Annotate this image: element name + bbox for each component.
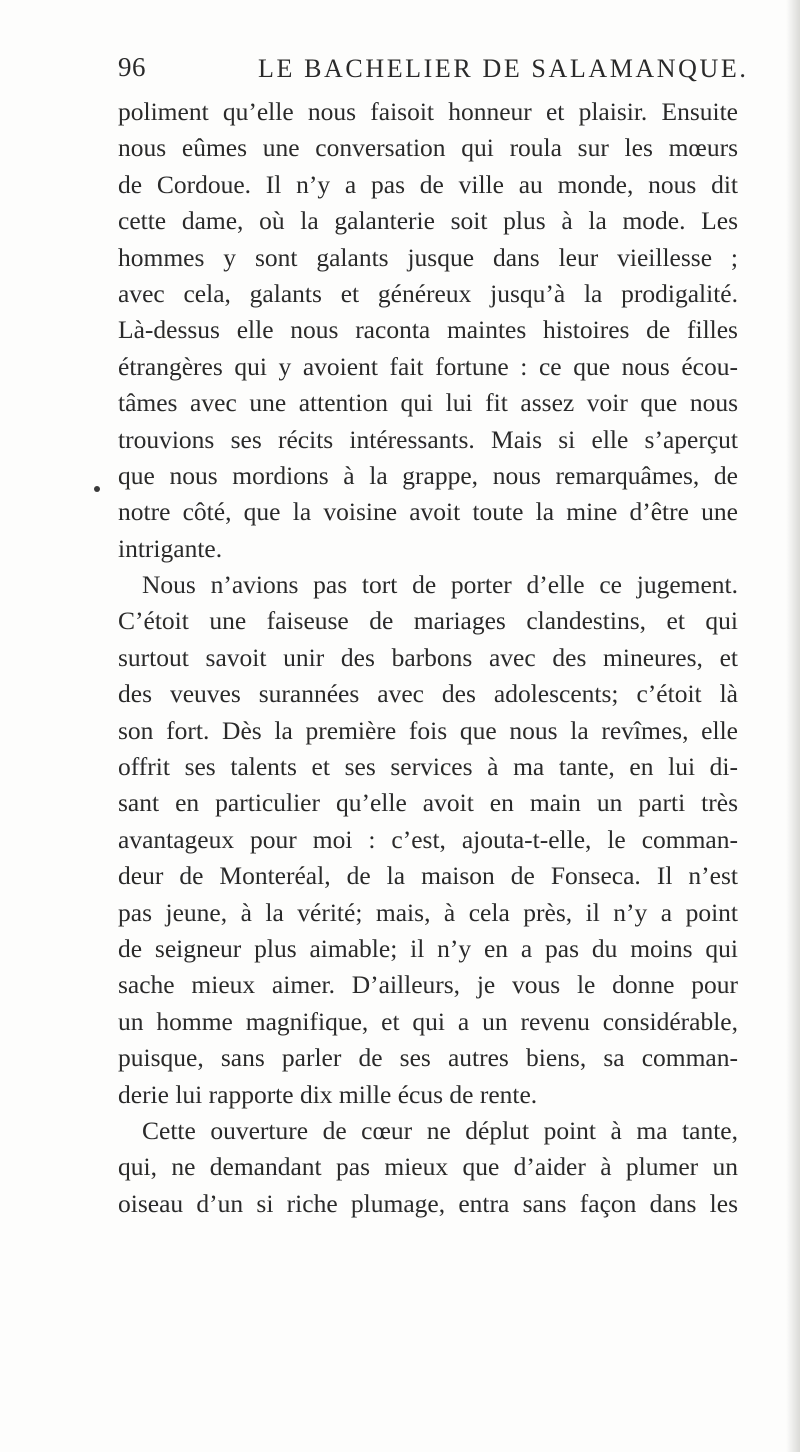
text-line: deur de Monteréal, de la maison de Fonseca. Il n’est bbox=[118, 861, 738, 891]
paragraph-end-line: derie lui rapporte dix mille écus de rente. bbox=[118, 1079, 538, 1109]
text-line: tâmes avec une attention qui lui fit assez voir que nous bbox=[118, 388, 738, 418]
text-line: puisque, sans parler de ses autres biens, sa comman- bbox=[118, 1043, 738, 1073]
text-line: de Cordoue. Il n’y a pas de ville au monde, nous dit bbox=[118, 169, 738, 199]
text-line: qui, ne demandant pas mieux que d’aider à plumer un bbox=[118, 1152, 738, 1182]
text-line: hommes y sont galants jusque dans leur vieillesse ; bbox=[118, 242, 738, 272]
text-line: de seigneur plus aimable; il n’y en a pas du moins qui bbox=[118, 933, 738, 963]
text-line: surtout savoit unir des barbons avec des mineures, et bbox=[118, 642, 738, 672]
text-line: sant en particulier qu’elle avoit en main un parti très bbox=[118, 788, 738, 818]
page-header bbox=[118, 52, 749, 92]
body-text bbox=[118, 94, 738, 1222]
text-line: poliment qu’elle nous faisoit honneur et plaisir. Ensuite bbox=[118, 97, 738, 126]
paragraph-start-line: Cette ouverture de cœur ne déplut point à ma tante, bbox=[142, 1115, 738, 1145]
text-line: que nous mordions à la grappe, nous remarquâmes, de bbox=[118, 460, 738, 490]
text-line: offrit ses talents et ses services à ma tante, en lui di- bbox=[118, 752, 738, 782]
paragraph-end-line: intrigante. bbox=[118, 533, 223, 563]
text-line: pas jeune, à la vérité; mais, à cela près, il n’y a point bbox=[118, 897, 738, 927]
text-line: C’étoit une faiseuse de mariages clandestins, et qui bbox=[118, 606, 738, 636]
text-line: un homme magnifique, et qui a un revenu considérable, bbox=[118, 1006, 738, 1036]
text-line: sache mieux aimer. D’ailleurs, je vous le donne pour bbox=[118, 970, 738, 1000]
text-line: son fort. Dès la première fois que nous la revîmes, elle bbox=[118, 715, 738, 745]
text-line: nous eûmes une conversation qui roula sur les mœurs bbox=[118, 133, 738, 163]
text-line: étrangères qui y avoient fait fortune : ce que nous écou- bbox=[118, 351, 738, 381]
text-line: notre côté, que la voisine avoit toute la mine d’être une bbox=[118, 497, 738, 527]
text-line: Là-dessus elle nous raconta maintes histoires de filles bbox=[118, 315, 738, 345]
text-line: des veuves surannées avec des adolescents; c’étoit là bbox=[118, 679, 738, 709]
page-number: 96 bbox=[118, 52, 146, 82]
margin-mark bbox=[94, 486, 100, 492]
text-line: cette dame, où la galanterie soit plus à la mode. Les bbox=[118, 206, 738, 236]
paragraph-start-line: Nous n’avions pas tort de porter d’elle ce jugement. bbox=[142, 570, 738, 600]
text-line: trouvions ses récits intéressants. Mais si elle s’aperçut bbox=[118, 424, 738, 454]
text-line: avec cela, galants et généreux jusqu’à la prodigalité. bbox=[118, 278, 738, 308]
running-title: LE BACHELIER DE SALAMANQUE. bbox=[258, 54, 749, 83]
text-line: oiseau d’un si riche plumage, entra sans façon dans les bbox=[118, 1188, 738, 1218]
text-line: avantageux pour moi : c’est, ajouta-t-elle, le comman- bbox=[118, 824, 738, 854]
page-edge-shadow bbox=[786, 0, 800, 1452]
